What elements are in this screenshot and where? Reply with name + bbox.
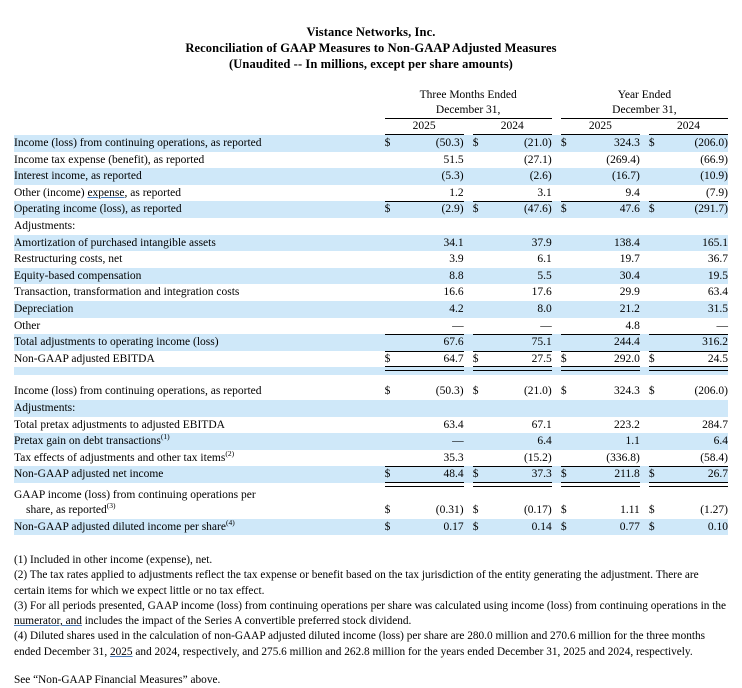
header-year-q-2025: 2025 — [385, 119, 464, 135]
table-row-ebitda — [14, 351, 728, 368]
cell-value: 244.4 — [579, 334, 640, 351]
footnote-marker: (3) — [106, 501, 116, 511]
table-row-adjustments-header — [14, 400, 728, 417]
row-label — [14, 450, 385, 467]
cell-value: 292.0 — [579, 351, 640, 368]
table-spacer-row — [14, 375, 728, 383]
cell-value: 36.7 — [667, 251, 728, 268]
cell-value: 4.8 — [579, 318, 640, 335]
row-label: Other — [14, 318, 385, 335]
row-label: Amortization of purchased intangible assets — [14, 235, 385, 252]
company-name: Vistance Networks, Inc. — [306, 25, 436, 39]
cell-value: 6.1 — [491, 251, 552, 268]
cell-value: 316.2 — [667, 334, 728, 351]
header-year-y-2024: 2024 — [649, 119, 728, 135]
table-row-total — [14, 334, 728, 351]
currency-symbol: $ — [385, 519, 403, 536]
table-row — [14, 185, 728, 202]
cell-value: (66.9) — [667, 152, 728, 169]
row-label: Income (loss) from continuing operations, as reported — [14, 383, 385, 400]
currency-symbol: $ — [561, 351, 579, 368]
cell-value: (206.0) — [667, 135, 728, 152]
table-row — [14, 383, 728, 400]
table-row — [14, 168, 728, 185]
cell-value: 16.6 — [403, 284, 464, 301]
cell-value: 1.11 — [579, 488, 640, 519]
spellcheck-flagged-text: numerator, and — [14, 615, 82, 628]
table-row — [14, 135, 728, 152]
currency-symbol: $ — [561, 466, 579, 483]
footnotes-block — [14, 553, 728, 672]
row-label: Transaction, transformation and integration costs — [14, 284, 385, 301]
row-label: Depreciation — [14, 301, 385, 318]
cell-value: 1.2 — [403, 185, 464, 202]
cell-value: (291.7) — [667, 201, 728, 218]
cell-value: 0.10 — [667, 519, 728, 536]
cell-value: 29.9 — [579, 284, 640, 301]
footnote-3-post: includes the impact of the Series A convertible preferred stock dividend. — [81, 615, 412, 628]
cell-value: (21.0) — [491, 383, 552, 400]
reconciliation-table — [14, 88, 728, 535]
row-label-line1: GAAP income (loss) from continuing operations per — [14, 488, 256, 501]
table-row — [14, 450, 728, 467]
currency-symbol: $ — [649, 351, 667, 368]
footnote-4 — [14, 629, 728, 659]
adjustments-label: Adjustments: — [14, 400, 385, 417]
cell-value: (50.3) — [403, 135, 464, 152]
currency-symbol: $ — [385, 135, 403, 152]
row-label: Total adjustments to operating income (loss) — [14, 334, 385, 351]
table-header-date-row — [14, 103, 728, 119]
cell-value: 6.4 — [491, 433, 552, 450]
cell-value: 26.7 — [667, 466, 728, 483]
table-row-adjustments-header — [14, 218, 728, 235]
cell-value: 324.3 — [579, 383, 640, 400]
cell-value: 67.1 — [491, 417, 552, 434]
footnote-marker: (2) — [225, 448, 235, 458]
footnote-marker: (1) — [160, 432, 170, 442]
row-label: Equity-based compensation — [14, 268, 385, 285]
table-row — [14, 417, 728, 434]
table-row-gaap-eps — [14, 488, 728, 519]
cell-value: 8.0 — [491, 301, 552, 318]
currency-symbol: $ — [385, 488, 403, 519]
currency-symbol: $ — [649, 383, 667, 400]
row-label-post: , as reported — [124, 186, 182, 199]
row-label: Income tax expense (benefit), as reported — [14, 152, 385, 169]
row-label — [14, 185, 385, 202]
footnote-4-post: and 2024, respectively, and 275.6 million and 262.8 million for the years ended December 31, 2025 and 2024, respectively. — [132, 645, 693, 658]
header-year-date: December 31, — [561, 103, 728, 119]
cell-value: (58.4) — [667, 450, 728, 467]
cell-value: 138.4 — [579, 235, 640, 252]
table-row — [14, 268, 728, 285]
header-year-y-2025: 2025 — [561, 119, 640, 135]
table-row — [14, 251, 728, 268]
row-label-line2: share, as reported — [26, 504, 107, 517]
cell-value: — — [491, 318, 552, 335]
cell-value: 3.1 — [491, 185, 552, 202]
row-label-pre: Other (income) — [14, 186, 88, 199]
cell-value: (21.0) — [491, 135, 552, 152]
table-row — [14, 433, 728, 450]
row-label-text: Pretax gain on debt transactions — [14, 435, 161, 448]
row-label: Operating income (loss), as reported — [14, 201, 385, 218]
cell-value: — — [667, 318, 728, 335]
document-header — [0, 0, 742, 72]
row-label: Non-GAAP adjusted EBITDA — [14, 351, 385, 368]
currency-symbol: $ — [649, 519, 667, 536]
table-row — [14, 201, 728, 218]
currency-symbol: $ — [473, 351, 491, 368]
row-label-text: Non-GAAP adjusted diluted income per share — [14, 520, 226, 533]
spellcheck-flagged-text: expense — [87, 186, 125, 199]
cell-value: 6.4 — [667, 433, 728, 450]
currency-symbol: $ — [561, 519, 579, 536]
spellcheck-flagged-text: 2025 — [109, 645, 133, 658]
cell-value: 9.4 — [579, 185, 640, 202]
cell-value: 63.4 — [667, 284, 728, 301]
cell-value: (2.6) — [491, 168, 552, 185]
cell-value: 64.7 — [403, 351, 464, 368]
currency-symbol: $ — [385, 466, 403, 483]
currency-symbol: $ — [473, 488, 491, 519]
header-three-months-date: December 31, — [385, 103, 552, 119]
cell-value: 324.3 — [579, 135, 640, 152]
cell-value: 27.5 — [491, 351, 552, 368]
adjustments-label: Adjustments: — [14, 218, 385, 235]
cell-value: 284.7 — [667, 417, 728, 434]
cell-value: (206.0) — [667, 383, 728, 400]
currency-symbol: $ — [649, 135, 667, 152]
cell-value: (0.17) — [491, 488, 552, 519]
cell-value: 211.8 — [579, 466, 640, 483]
cell-value: 48.4 — [403, 466, 464, 483]
cell-value: 19.5 — [667, 268, 728, 285]
row-label-text: Tax effects of adjustments and other tax items — [14, 451, 226, 464]
cell-value: 4.2 — [403, 301, 464, 318]
row-label: Total pretax adjustments to adjusted EBITDA — [14, 417, 385, 434]
cell-value: (10.9) — [667, 168, 728, 185]
cell-value: (47.6) — [491, 201, 552, 218]
cell-value: 19.7 — [579, 251, 640, 268]
table-header-years-row — [14, 119, 728, 135]
currency-symbol: $ — [561, 383, 579, 400]
cell-value: 51.5 — [403, 152, 464, 169]
row-label: Restructuring costs, net — [14, 251, 385, 268]
cell-value: (336.8) — [579, 450, 640, 467]
cell-value: 24.5 — [667, 351, 728, 368]
currency-symbol: $ — [561, 488, 579, 519]
cell-value: (5.3) — [403, 168, 464, 185]
row-label — [14, 519, 385, 536]
footnote-3-pre: (3) For all periods presented, GAAP income (loss) from continuing operations per share was calculated using income (loss) from continuing operations in the — [14, 599, 727, 612]
table-header-group-row — [14, 88, 728, 103]
report-title: Reconciliation of GAAP Measures to Non-GAAP Adjusted Measures — [185, 41, 557, 55]
cell-value: 31.5 — [667, 301, 728, 318]
cell-value: 34.1 — [403, 235, 464, 252]
footnote-2: (2) The tax rates applied to adjustments reflect the tax expense or benefit based on the tax jurisdiction of the entity generating the adjustment. There are certain items for which we expect little or no tax effect. — [14, 569, 699, 597]
row-label: Income (loss) from continuing operations, as reported — [14, 135, 385, 152]
report-subtitle: (Unaudited -- In millions, except per share amounts) — [229, 57, 513, 71]
currency-symbol: $ — [385, 201, 403, 218]
currency-symbol: $ — [473, 383, 491, 400]
table-row — [14, 152, 728, 169]
cell-value: — — [403, 433, 464, 450]
cell-value: (1.27) — [667, 488, 728, 519]
footnote-4-pre: (4) Diluted shares used in the calculation of non-GAAP adjusted diluted income (loss) per share are 280.0 million and 270.6 million for the three months ended December 31, — [14, 630, 706, 658]
currency-symbol: $ — [473, 201, 491, 218]
currency-symbol: $ — [649, 466, 667, 483]
cell-value: 17.6 — [491, 284, 552, 301]
currency-symbol: $ — [473, 519, 491, 536]
row-label — [14, 488, 385, 519]
currency-symbol: $ — [473, 135, 491, 152]
cell-value: 35.3 — [403, 450, 464, 467]
cell-value: (15.2) — [491, 450, 552, 467]
cell-value: 37.3 — [491, 466, 552, 483]
header-three-months-ended: Three Months Ended — [419, 89, 517, 101]
cell-value: 8.8 — [403, 268, 464, 285]
currency-symbol: $ — [385, 351, 403, 368]
cell-value: 0.77 — [579, 519, 640, 536]
footnote-gap — [14, 660, 728, 673]
currency-symbol: $ — [385, 383, 403, 400]
table-row — [14, 301, 728, 318]
currency-symbol: $ — [649, 201, 667, 218]
cell-value: 1.1 — [579, 433, 640, 450]
cell-value: (2.9) — [403, 201, 464, 218]
footnote-3 — [14, 599, 728, 629]
cell-value: (50.3) — [403, 383, 464, 400]
cell-value: (16.7) — [579, 168, 640, 185]
cell-value: 37.9 — [491, 235, 552, 252]
cell-value: (0.31) — [403, 488, 464, 519]
see-also-note: See “Non-GAAP Financial Measures” above. — [14, 673, 221, 686]
cell-value: 0.17 — [403, 519, 464, 536]
row-label: Non-GAAP adjusted net income — [14, 466, 385, 483]
cell-value: 223.2 — [579, 417, 640, 434]
cell-value: (269.4) — [579, 152, 640, 169]
footnote-marker: (4) — [225, 517, 235, 527]
table-row — [14, 235, 728, 252]
row-label — [14, 433, 385, 450]
currency-symbol: $ — [561, 135, 579, 152]
cell-value: 47.6 — [579, 201, 640, 218]
row-label: Interest income, as reported — [14, 168, 385, 185]
cell-value: 3.9 — [403, 251, 464, 268]
cell-value: (27.1) — [491, 152, 552, 169]
table-row — [14, 318, 728, 335]
cell-value: (7.9) — [667, 185, 728, 202]
table-row — [14, 284, 728, 301]
table-row-adjusted-net-income — [14, 466, 728, 483]
cell-value: — — [403, 318, 464, 335]
cell-value: 30.4 — [579, 268, 640, 285]
cell-value: 67.6 — [403, 334, 464, 351]
table-row-non-gaap-eps — [14, 519, 728, 536]
currency-symbol: $ — [473, 466, 491, 483]
header-year-q-2024: 2024 — [473, 119, 552, 135]
cell-value: 75.1 — [491, 334, 552, 351]
cell-value: 5.5 — [491, 268, 552, 285]
currency-symbol: $ — [649, 488, 667, 519]
footnote-1: (1) Included in other income (expense), net. — [14, 554, 213, 567]
cell-value: 21.2 — [579, 301, 640, 318]
cell-value: 63.4 — [403, 417, 464, 434]
cell-value: 0.14 — [491, 519, 552, 536]
header-year-ended: Year Ended — [617, 89, 672, 101]
currency-symbol: $ — [561, 201, 579, 218]
cell-value: 165.1 — [667, 235, 728, 252]
